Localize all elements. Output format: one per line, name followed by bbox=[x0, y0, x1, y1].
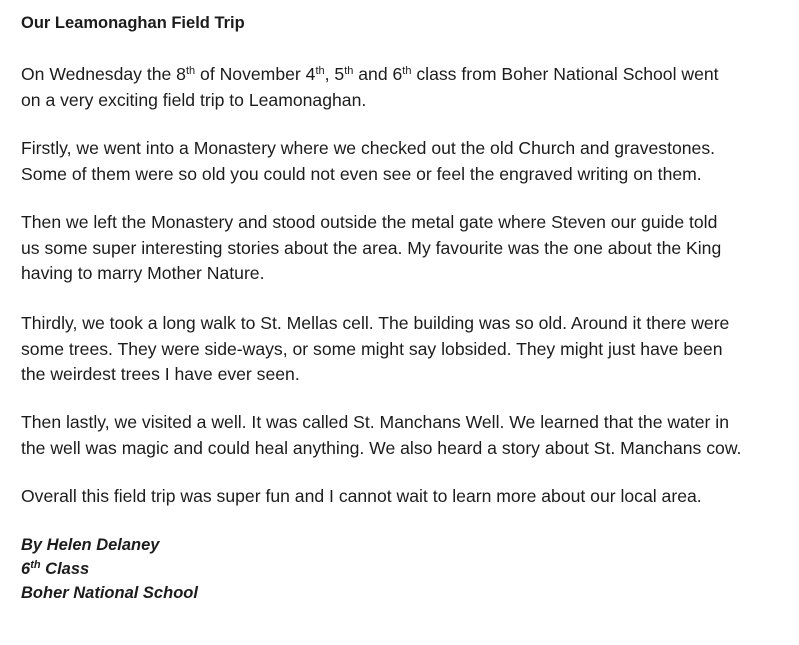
paragraph-line: Then we left the Monastery and stood outside the metal gate where Steven our guide told bbox=[21, 212, 718, 232]
paragraph-line: Firstly, we went into a Monastery where we checked out the old Church and gravestones. bbox=[21, 138, 715, 158]
paragraph-line: us some super interesting stories about the area. My favourite was the one about the King bbox=[21, 237, 722, 258]
paragraph-monastery bbox=[21, 136, 791, 187]
document-title: Our Leamonaghan Field Trip bbox=[21, 14, 245, 32]
superscript: th bbox=[185, 65, 196, 77]
signature-class: 6th Class bbox=[21, 559, 90, 578]
signature-author: By Helen Delaney bbox=[21, 536, 160, 554]
paragraph-line: the well was magic and could heal anything. We also heard a story about St. Manchans cow. bbox=[21, 437, 742, 458]
paragraph-line: Thirdly, we took a long walk to St. Mellas cell. The building was so old. Around it there were bbox=[21, 313, 730, 333]
paragraph-intro bbox=[21, 62, 791, 113]
paragraph-line: having to marry Mother Nature. bbox=[21, 263, 265, 283]
paragraph-line: Overall this field trip was super fun and I cannot wait to learn more about our local area. bbox=[21, 486, 702, 506]
paragraph-line: On Wednesday the 8th of November 4th, 5th and 6th class from Boher National School went bbox=[21, 64, 719, 84]
superscript: th bbox=[30, 559, 41, 571]
paragraph-gate bbox=[21, 210, 791, 287]
superscript: th bbox=[402, 65, 412, 77]
signature-school: Boher National School bbox=[21, 584, 198, 602]
paragraph-cell bbox=[21, 311, 791, 388]
superscript: th bbox=[344, 65, 354, 77]
paragraph-line: some trees. They were side-ways, or some might say lobsided. They might just have been bbox=[21, 338, 723, 359]
superscript: th bbox=[315, 65, 325, 77]
paragraph-line: the weirdest trees I have ever seen. bbox=[21, 364, 300, 384]
signature-block bbox=[21, 533, 198, 605]
paragraph-line: Then lastly, we visited a well. It was called St. Manchans Well. We learned that the water in bbox=[21, 412, 729, 432]
paragraph-line: Some of them were so old you could not even see or feel the engraved writing on them. bbox=[21, 163, 702, 184]
paragraph-conclusion bbox=[21, 484, 791, 510]
paragraph-well bbox=[21, 410, 791, 461]
paragraph-line: on a very exciting field trip to Leamonaghan. bbox=[21, 89, 367, 110]
